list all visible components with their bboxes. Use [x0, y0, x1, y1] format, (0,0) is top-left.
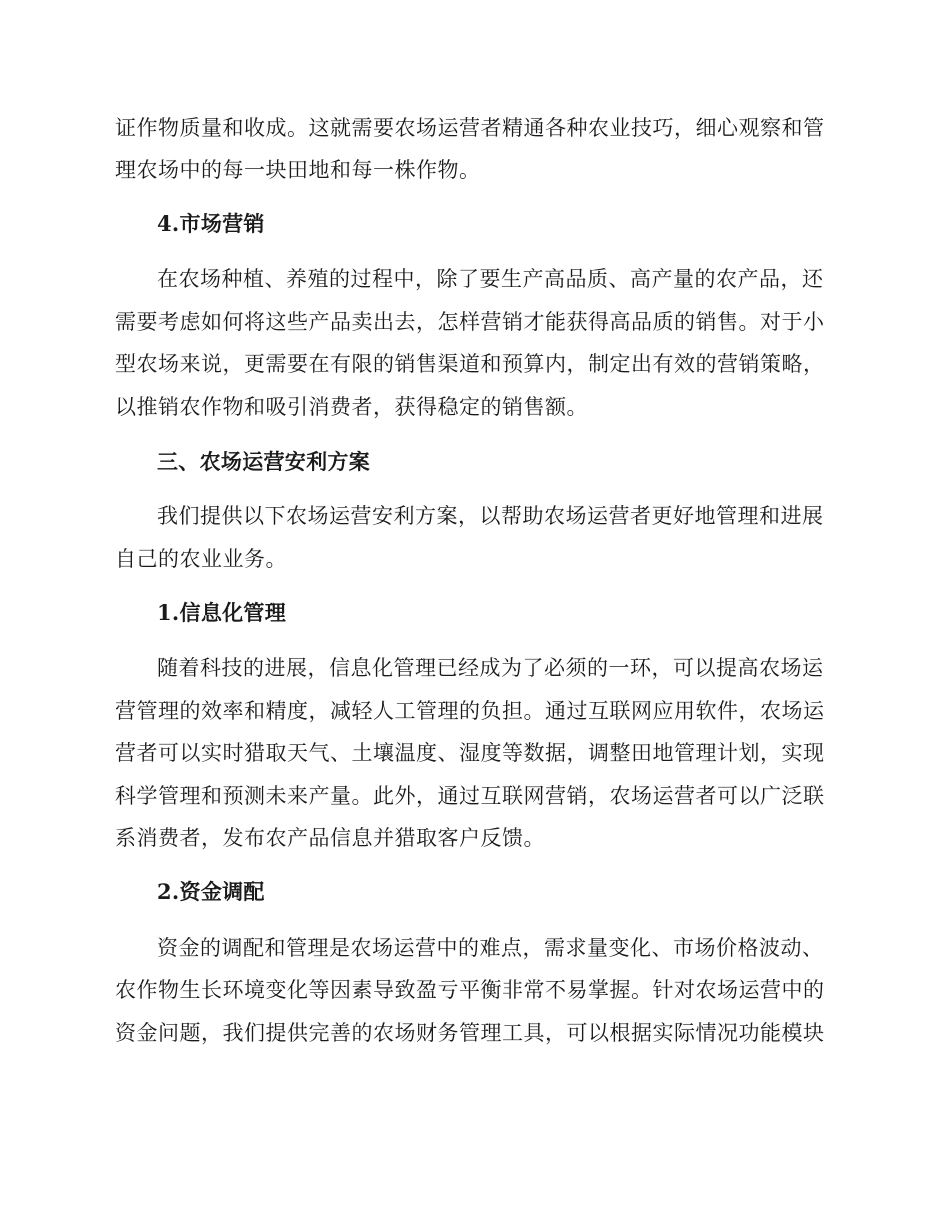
section-heading: 1.信息化管理 — [157, 600, 287, 625]
paragraph-line: 需要考虑如何将这些产品卖出去，怎样营销才能获得高品质的销售。对于小 — [115, 310, 825, 334]
paragraph-line: 营者可以实时猎取天气、土壤温度、湿度等数据，调整田地管理计划，实现 — [115, 741, 825, 765]
paragraph-line: 自己的农业业务。 — [115, 547, 287, 571]
paragraph-line: 科学管理和预测未来产量。此外，通过互联网营销，农场运营者可以广泛联 — [115, 784, 825, 808]
paragraph-line: 资金问题，我们提供完善的农场财务管理工具，可以根据实际情况功能模块 — [115, 1021, 825, 1045]
section-heading: 4.市场营销 — [157, 211, 265, 236]
paragraph-line: 资金的调配和管理是农场运营中的难点，需求量变化、市场价格波动、 — [157, 936, 824, 960]
paragraph-line: 农作物生长环境变化等因素导致盈亏平衡非常不易掌握。针对农场运营中的 — [115, 978, 825, 1002]
section-heading: 2.资金调配 — [157, 879, 265, 904]
paragraph-line: 随着科技的进展，信息化管理已经成为了必须的一环，可以提高农场运 — [157, 656, 824, 680]
section-heading: 三、农场运营安利方案 — [157, 449, 370, 474]
paragraph-line: 以推销农作物和吸引消费者，获得稳定的销售额。 — [115, 395, 588, 419]
paragraph-line: 型农场来说，更需要在有限的销售渠道和预算内，制定出有效的营销策略， — [115, 352, 825, 376]
paragraph-line: 证作物质量和收成。这就需要农场运营者精通各种农业技巧，细心观察和管 — [115, 116, 825, 140]
paragraph-line: 理农场中的每一块田地和每一株作物。 — [115, 158, 481, 182]
paragraph-line: 我们提供以下农场运营安利方案，以帮助农场运营者更好地管理和进展 — [157, 504, 824, 528]
paragraph-line: 系消费者，发布农产品信息并猎取客户反馈。 — [115, 826, 545, 850]
paragraph-line: 营管理的效率和精度，减轻人工管理的负担。通过互联网应用软件，农场运 — [115, 699, 825, 723]
paragraph-line: 在农场种植、养殖的过程中，除了要生产高品质、高产量的农产品，还 — [157, 267, 824, 291]
